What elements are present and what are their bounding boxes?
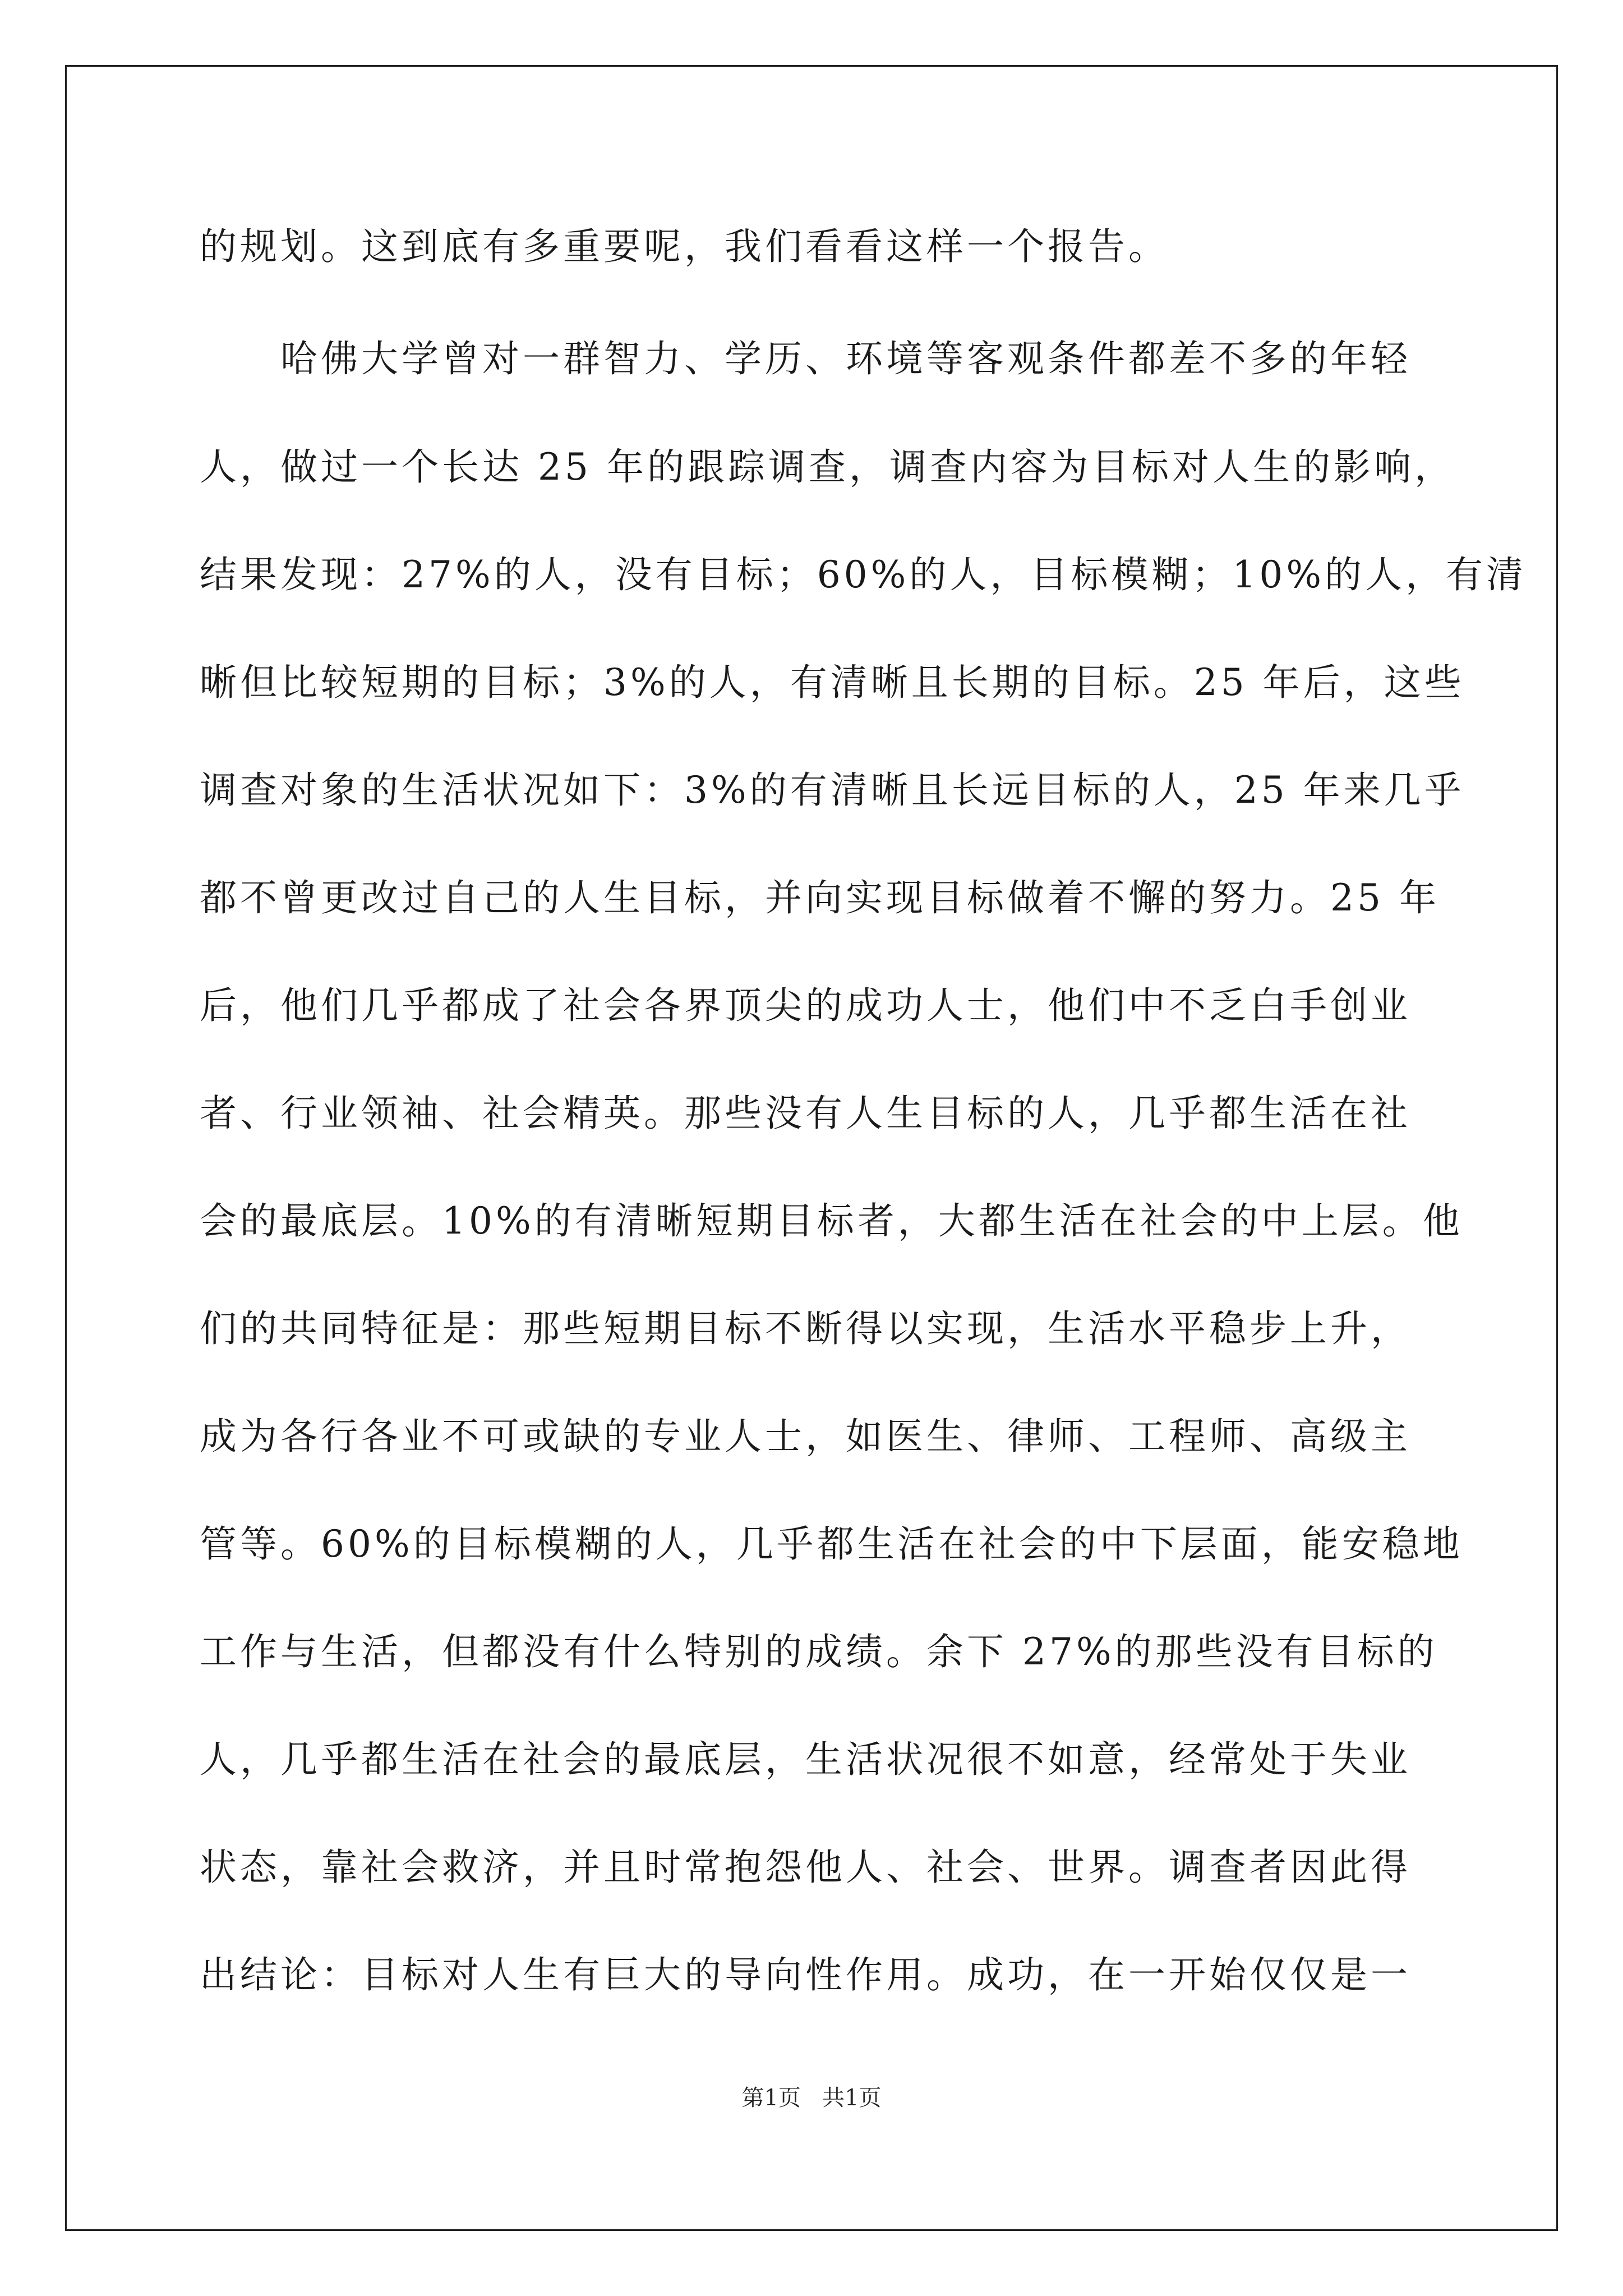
paragraph-line: 状态，靠社会救济，并且时常抱怨他人、社会、世界。调查者因此得 [200, 1846, 1411, 1889]
paragraph-line: 人，几乎都生活在社会的最底层，生活状况很不如意，经常处于失业 [200, 1738, 1411, 1781]
paragraph-line: 会的最底层。10%的有清晰短期目标者，大都生活在社会的中上层。他 [200, 1199, 1463, 1243]
paragraph-line: 都不曾更改过自己的人生目标，并向实现目标做着不懈的努力。25 年 [200, 876, 1440, 919]
page-footer: 第1页 共1页 [741, 2085, 882, 2111]
paragraph-line: 后，他们几乎都成了社会各界顶尖的成功人士，他们中不乏白手创业 [200, 984, 1411, 1027]
paragraph-line: 调查对象的生活状况如下：3%的有清晰且长远目标的人，25 年来几乎 [200, 769, 1465, 812]
paragraph-line: 出结论：目标对人生有巨大的导向性作用。成功，在一开始仅仅是一 [200, 1953, 1411, 1996]
paragraph-line: 的规划。这到底有多重要呢，我们看看这样一个报告。 [200, 225, 1169, 268]
paragraph-line: 人，做过一个长达 25 年的跟踪调查，调查内容为目标对人生的影响， [200, 445, 1455, 489]
paragraph-line: 者、行业领袖、社会精英。那些没有人生目标的人，几乎都生活在社 [200, 1092, 1411, 1135]
paragraph-line: 管等。60%的目标模糊的人，几乎都生活在社会的中下层面，能安稳地 [200, 1522, 1463, 1566]
page-border [65, 65, 1558, 2231]
paragraph-line: 们的共同特征是：那些短期目标不断得以实现，生活水平稳步上升， [200, 1307, 1411, 1350]
paragraph-line: 哈佛大学曾对一群智力、学历、环境等客观条件都差不多的年轻 [200, 337, 1411, 380]
paragraph-line: 工作与生活，但都没有什么特别的成绩。余下 27%的那些没有目标的 [200, 1630, 1438, 1673]
paragraph-line: 结果发现：27%的人，没有目标；60%的人，目标模糊；10%的人，有清 [200, 553, 1527, 596]
paragraph-line: 晰但比较短期的目标；3%的人，有清晰且长期的目标。25 年后，这些 [200, 661, 1465, 704]
paragraph-line: 成为各行各业不可或缺的专业人士，如医生、律师、工程师、高级主 [200, 1415, 1411, 1458]
